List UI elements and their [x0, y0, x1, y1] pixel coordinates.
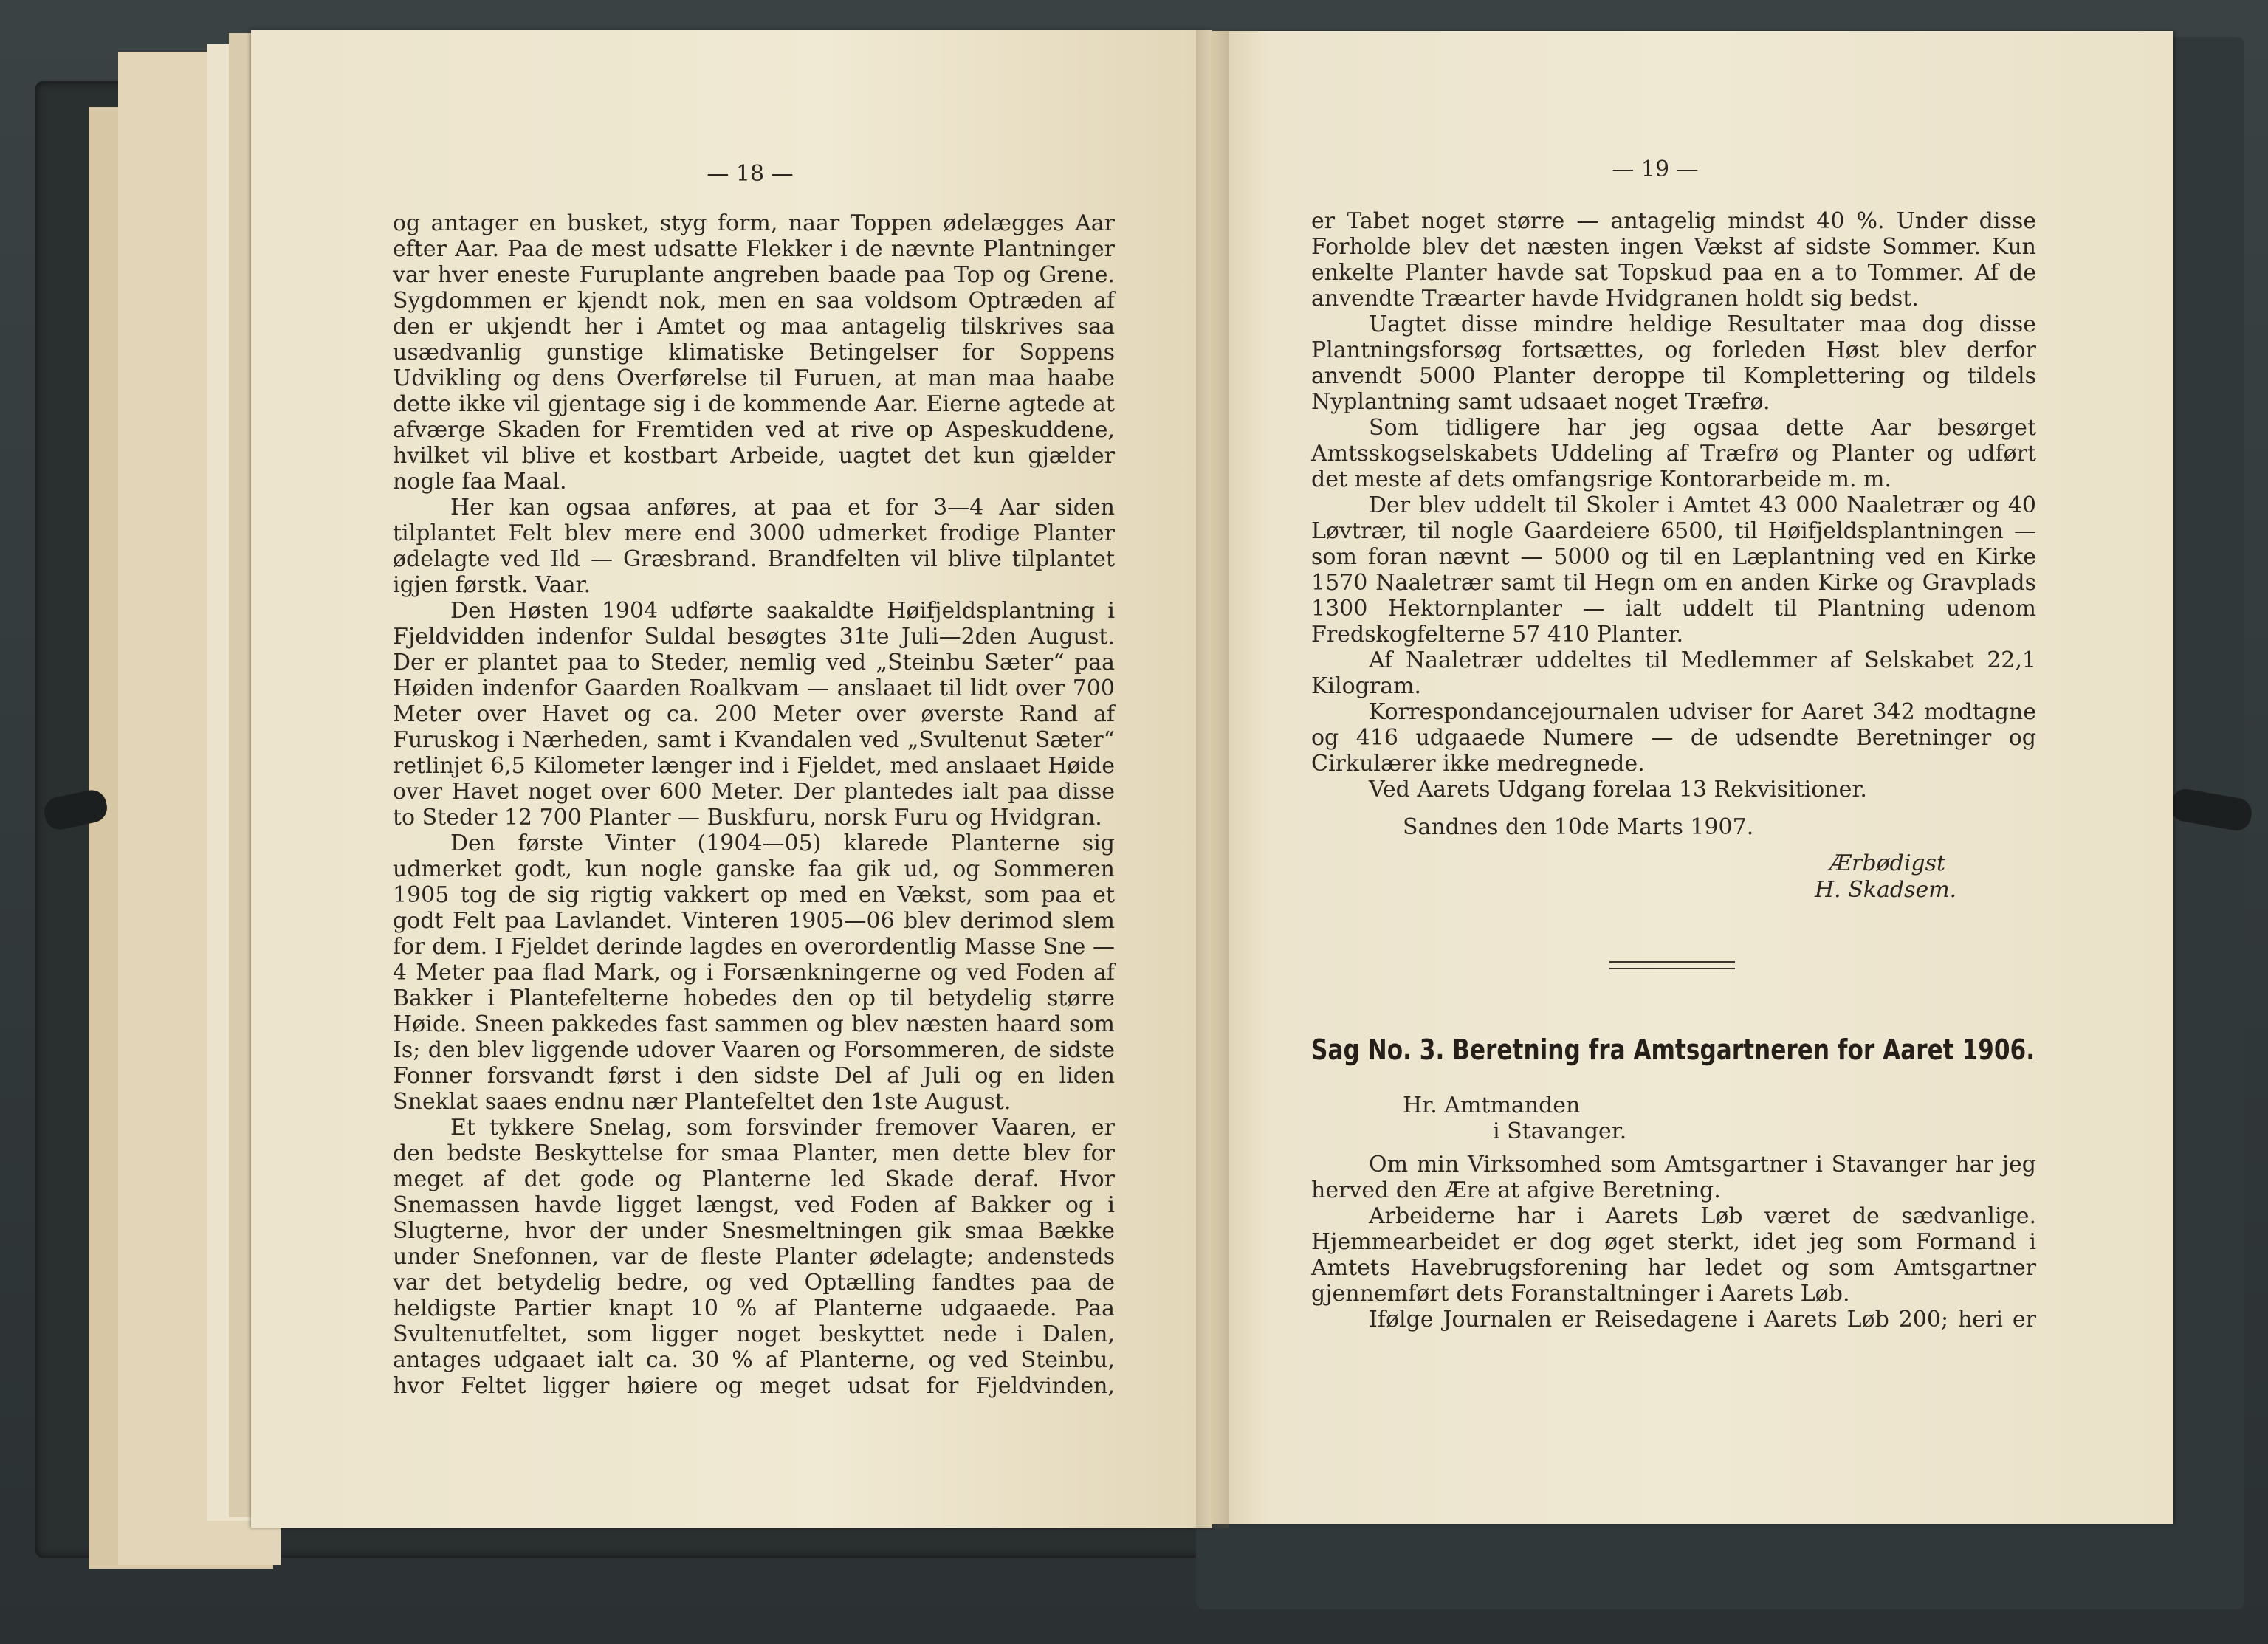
left-page-text	[393, 210, 1115, 1399]
paragraph: Uagtet disse mindre heldige Resultater maa dog disse Plantningsforsøg fortsættes, og forleden Høst blev derfor anvendt 5000 Planter deroppe til Komplettering og tildels Nyplantning samt udsaaet noget Træfrø.	[1311, 312, 2036, 415]
paragraph: Arbeiderne har i Aarets Løb været de sædvanlige. Hjemmearbeidet er dog øget sterkt, idet jeg som Formand i Amtets Havebrugsforening har ledet og som Amtsgartner gjennemført dets Foranstaltninger i Aarets Løb.	[1311, 1203, 2036, 1307]
paragraph: Ved Aarets Udgang forelaa 13 Rekvisitioner.	[1369, 777, 1867, 802]
paragraph: Her kan ogsaa anføres, at paa et for 3—4 Aar siden tilplantet Felt blev mere end 3000 udmerket frodige Planter ødelagte ved Ild — Græsbrand. Brandfelten vil blive tilplantet igjen førstk. Vaar.	[393, 495, 1115, 598]
section-heading: Sag No. 3. Beretning fra Amtsgartneren for Aaret 1906.	[1311, 1033, 2035, 1066]
book-gutter	[1196, 30, 1228, 1528]
paragraph: Den første Vinter (1904—05) klarede Planterne sig udmerket godt, kun nogle ganske faa gik ud, og Sommeren 1905 tog de sig rigtig vakkert op med en Vækst, som paa et godt Felt paa Lavlandet. Vinteren 1905—06 blev derimod slem for dem. I Fjeldet derinde lagdes en overordentlig Masse Sne — 4 Meter paa flad Mark, og i Forsænkningerne og ved Foden af Bakker i Plantefelterne hobedes den op til betydelig større Høide. Sneen pakkedes fast sammen og blev næsten haard som Is; den blev liggende udover Vaaren og Forsommeren, de sidste Fonner forsvandt først i den sidste Del af Juli og en liden Sneklat saaes endnu nær Plantefeltet den 1ste August.	[393, 830, 1115, 1115]
paragraph: Af Naaletrær uddeltes til Medlemmer af Selskabet 22,1 Kilogram.	[1311, 647, 2036, 699]
paragraph: Om min Virksomhed som Amtsgartner i Stavanger har jeg herved den Ære at afgive Beretning.	[1311, 1152, 2036, 1203]
section-divider	[1609, 961, 1735, 969]
paragraph: Korrespondancejournalen udviser for Aaret 342 modtagne og 416 udgaaede Numere — de udsendte Beretninger og Cirkulærer ikke medregnede.	[1311, 699, 2036, 777]
page-number-left: — 18 —	[707, 161, 794, 187]
paragraph: er Tabet noget større — antagelig mindst 40 %. Under disse Forholde blev det næsten ingen Vækst af sidste Sommer. Kun enkelte Planter havde sat Topskud paa en a to Tommer. Af de anvendte Træarter havde Hvidgranen holdt sig bedst.	[1311, 208, 2036, 312]
address-line: i Stavanger.	[1493, 1118, 1627, 1144]
place-date: Sandnes den 10de Marts 1907.	[1403, 814, 1754, 840]
paragraph: Et tykkere Snelag, som forsvinder fremover Vaaren, er den bedste Beskyttelse for smaa Planter, men dette blev for meget af det gode og Planterne led Skade deraf. Hvor Snemassen havde ligget længst, ved Foden af Bakker og i Slugterne, hvor der under Snesmeltningen gik smaa Bække under Snefonnen, var de fleste Planter ødelagte; andensteds var det betydelig bedre, og ved Optælling fandtes paa de heldigste Partier knapt 10 % af Planterne udgaaede. Paa Svultenutfeltet, som ligger noget beskyttet nede i Dalen, antages udgaaet ialt ca. 30 % af Planterne, og ved Steinbu, hvor Feltet ligger høiere og meget udsat for Fjeldvinden,	[393, 1115, 1115, 1399]
closing: Ærbødigst	[1829, 850, 1946, 876]
paragraph: Den Høsten 1904 udførte saakaldte Høifjeldsplantning i Fjeldvidden indenfor Suldal besøgtes 31te Juli—2den August. Der er plantet paa to Steder, nemlig ved „Steinbu Sæter“ paa Høiden indenfor Gaarden Roalkvam — anslaaet til lidt over 700 Meter over Havet og ca. 200 Meter over øverste Rand af Furuskog i Nærheden, samt i Kvandalen ved „Svultenut Sæter“ retlinjet 6,5 Kilometer længer ind i Fjeldet, med anslaaet Høide over Havet noget over 600 Meter. Der plantedes ialt paa disse to Steder 12 700 Planter — Buskfuru, norsk Furu og Hvidgran.	[393, 598, 1115, 830]
right-page-text-2	[1311, 1152, 2036, 1332]
paragraph: og antager en busket, styg form, naar Toppen ødelægges Aar efter Aar. Paa de mest udsatte Flekker i de nævnte Plantninger var hver eneste Furuplante angreben baade paa Top og Grene. Sygdommen er kjendt nok, men en saa voldsom Optræden af den er ukjendt her i Amtet og maa antagelig tilskrives saa usædvanlig gunstige klimatiske Betingelser for Soppens Udvikling og dens Overførelse til Furuen, at man maa haabe dette ikke vil gjentage sig i de kommende Aar. Eierne agtede at afværge Skaden for Fremtiden ved at rive op Aspeskuddene, hvilket vil blive et kostbart Arbeide, uagtet det kun gjælder nogle faa Maal.	[393, 210, 1115, 495]
page-number-right: — 19 —	[1612, 157, 1699, 182]
paragraph: Som tidligere har jeg ogsaa dette Aar besørget Amtsskogselskabets Uddeling af Træfrø og Planter og udført det meste af dets omfangsrige Kontorarbeide m. m.	[1311, 415, 2036, 492]
signature: H. Skadsem.	[1815, 877, 1957, 903]
right-page-text	[1311, 208, 2036, 802]
address-line: Hr. Amtmanden	[1403, 1093, 1581, 1118]
paragraph: Der blev uddelt til Skoler i Amtet 43 000 Naaletrær og 40 Løvtrær, til nogle Gaardeiere 6500, til Høifjeldsplantningen — som foran nævnt — 5000 og til en Læplantning ved en Kirke 1570 Naaletrær samt til Hegn om en anden Kirke og Gravplads 1300 Hektornplanter — ialt uddelt til Plantning udenom Fredskogfelterne 57 410 Planter.	[1311, 492, 2036, 647]
paragraph: Ifølge Journalen er Reisedagene i Aarets Løb 200; heri er	[1369, 1307, 2036, 1332]
